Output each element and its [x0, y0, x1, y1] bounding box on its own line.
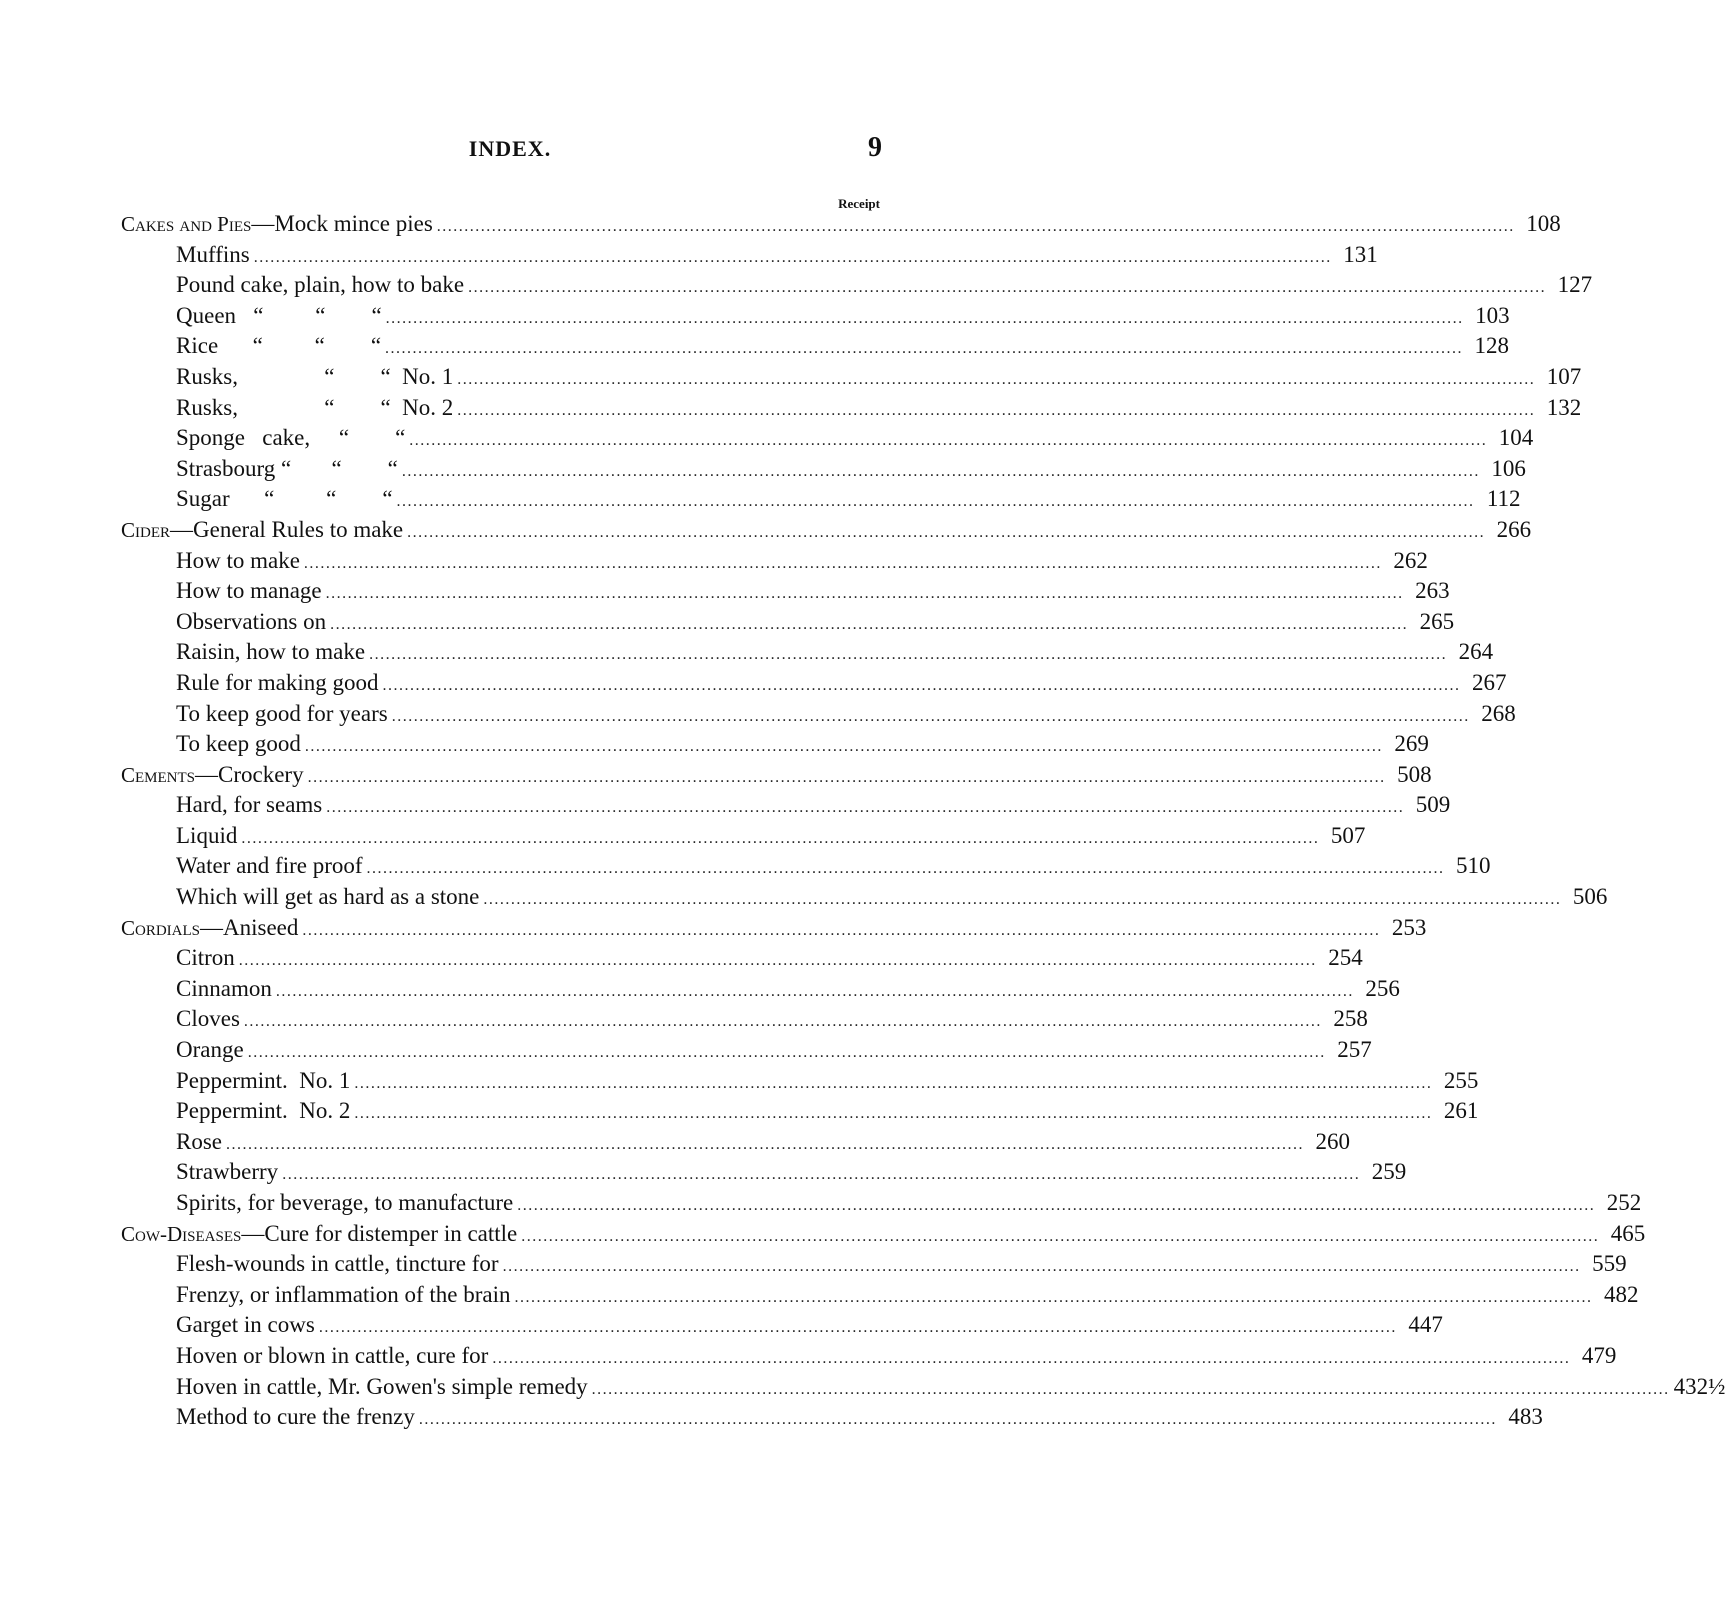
dot-leader: .................................................................................................................................................................................................... [521, 1227, 1600, 1245]
dot-leader: .................................................................................................................................................................................................... [247, 1044, 1326, 1062]
index-entry-row [121, 272, 1593, 303]
category-heading: Cider [121, 517, 171, 542]
entry-text: Pound cake, plain, how to bake [176, 272, 465, 298]
entry-text: Rice “ “ “ [176, 333, 382, 359]
receipt-number: 263 [1415, 578, 1450, 604]
receipt-number: 265 [1419, 608, 1455, 634]
dot-leader: .................................................................................................................................................................................................... [253, 248, 1332, 266]
receipt-number: 465 [1610, 1220, 1646, 1246]
dot-leader: .................................................................................................................................................................................................... [275, 982, 1354, 1000]
dot-leader: .................................................................................................................................................................................................... [238, 952, 1317, 970]
dot-leader: .................................................................................................................................................................................................... [382, 676, 1461, 694]
dot-leader: .................................................................................................................................................................................................... [591, 1380, 1670, 1398]
dot-leader: .................................................................................................................................................................................................... [418, 1411, 1497, 1429]
index-entry-row [121, 731, 1429, 762]
dot-leader: .................................................................................................................................................................................................... [325, 585, 1404, 603]
entry-text: Cloves [176, 1006, 240, 1032]
entry-text: Hard, for seams [176, 792, 323, 818]
entry-text: Method to cure the frenzy [176, 1404, 415, 1430]
index-list [121, 211, 1725, 1435]
dot-leader: .................................................................................................................................................................................................... [457, 401, 1536, 419]
dot-leader: .................................................................................................................................................................................................... [385, 340, 1464, 358]
dot-leader: .................................................................................................................................................................................................... [369, 646, 1448, 664]
receipt-number: 510 [1456, 853, 1491, 879]
receipt-number: 252 [1606, 1190, 1642, 1215]
receipt-number: 506 [1572, 884, 1608, 910]
category-heading: Cow-Diseases [121, 1221, 242, 1246]
receipt-number: 256 [1365, 975, 1400, 1001]
receipt-number: 267 [1472, 669, 1507, 695]
entry-text: General Rules to make [193, 516, 404, 542]
running-title: INDEX. [468, 136, 552, 161]
index-entry-row [121, 1312, 1443, 1343]
dot-leader: .................................................................................................................................................................................................... [468, 279, 1547, 297]
category-separator: — [251, 211, 275, 236]
dot-leader: .................................................................................................................................................................................................... [330, 615, 1409, 633]
dot-leader: .................................................................................................................................................................................................... [354, 1074, 1433, 1092]
receipt-number: 128 [1474, 333, 1510, 359]
receipt-number: 266 [1496, 516, 1532, 542]
entry-text: To keep good for years [176, 700, 388, 726]
entry-text: Crockery [218, 761, 304, 787]
receipt-number: 261 [1443, 1098, 1479, 1124]
index-entry-row [121, 455, 1526, 487]
dot-leader: .................................................................................................................................................................................................... [354, 1105, 1433, 1123]
index-entry-row [121, 363, 1582, 395]
entry-text: How to make [176, 547, 300, 573]
dot-leader: .................................................................................................................................................................................................... [457, 370, 1536, 388]
dot-leader: .................................................................................................................................................................................................... [502, 1258, 1581, 1276]
index-entry-row [121, 1190, 1642, 1221]
receipt-number: 479 [1581, 1342, 1617, 1368]
entry-text: Flesh-wounds in cattle, tincture for [176, 1251, 499, 1277]
index-entry-row [121, 1373, 1725, 1405]
index-entry-row [121, 853, 1491, 884]
receipt-number: 108 [1526, 211, 1561, 236]
category-separator: — [195, 761, 219, 787]
receipt-number: 107 [1546, 363, 1582, 389]
receipt-number: 253 [1391, 914, 1427, 940]
entry-text: Strawberry [176, 1159, 279, 1185]
entry-text: Frenzy, or inflammation of the brain [176, 1281, 511, 1307]
receipt-number: 432½ [1673, 1373, 1725, 1399]
entry-text: Peppermint. No. 1 [176, 1067, 351, 1093]
dot-leader: .................................................................................................................................................................................................... [366, 860, 1445, 878]
dot-leader: .................................................................................................................................................................................................... [407, 523, 1486, 541]
dot-leader: .................................................................................................................................................................................................... [385, 309, 1464, 327]
index-entry-row [121, 578, 1450, 609]
dot-leader: .................................................................................................................................................................................................... [282, 1166, 1361, 1184]
receipt-number: 447 [1408, 1312, 1443, 1338]
dot-leader: .................................................................................................................................................................................................... [436, 218, 1515, 235]
receipt-column-label: Receipt [838, 196, 880, 211]
category-separator: — [241, 1220, 265, 1246]
receipt-number: 132 [1546, 394, 1582, 420]
index-entry-row [121, 547, 1428, 579]
receipt-number: 509 [1415, 792, 1451, 818]
entry-text: Rose [176, 1128, 222, 1154]
dot-leader: .................................................................................................................................................................................................... [401, 462, 1480, 480]
dot-leader: .................................................................................................................................................................................................... [409, 432, 1488, 450]
page-number: 9 [868, 132, 882, 163]
index-entry-row [121, 822, 1366, 854]
category-heading: Cakes and Pies [121, 212, 252, 236]
entry-text: Spirits, for beverage, to manufacture [176, 1190, 514, 1215]
index-entry-row [121, 945, 1363, 976]
index-category-row [121, 914, 1427, 946]
entry-text: Rusks, “ “ No. 2 [176, 394, 454, 420]
receipt-number: 482 [1603, 1281, 1639, 1307]
index-category-row [121, 516, 1532, 548]
index-category-row [121, 761, 1432, 793]
category-heading: Cordials [121, 915, 201, 940]
receipt-number: 104 [1498, 425, 1534, 451]
dot-leader: .................................................................................................................................................................................................... [391, 707, 1470, 725]
receipt-number: 112 [1486, 486, 1521, 512]
index-entry-row [121, 425, 1534, 456]
receipt-number: 262 [1393, 547, 1428, 573]
dot-leader: .................................................................................................................................................................................................... [303, 554, 1382, 572]
entry-text: Hoven or blown in cattle, cure for [176, 1342, 489, 1368]
receipt-number: 507 [1330, 822, 1366, 848]
index-entry-row [121, 975, 1400, 1007]
index-entry-row [121, 1251, 1627, 1282]
receipt-number: 483 [1508, 1404, 1543, 1430]
dot-leader: .................................................................................................................................................................................................... [243, 1013, 1322, 1031]
dot-leader: .................................................................................................................................................................................................... [492, 1349, 1571, 1367]
dot-leader: .................................................................................................................................................................................................... [307, 768, 1386, 786]
index-entry-row [121, 669, 1507, 701]
index-entry-row [121, 1159, 1407, 1190]
entry-text: Sponge cake, “ “ [176, 425, 406, 451]
dot-leader: .................................................................................................................................................................................................... [318, 1319, 1397, 1337]
receipt-number: 268 [1481, 700, 1516, 726]
index-entry-row [121, 1037, 1372, 1068]
dot-leader: .................................................................................................................................................................................................... [304, 738, 1383, 756]
index-category-row [121, 211, 1561, 242]
entry-text: Which will get as hard as a stone [176, 884, 480, 910]
entry-text: Muffins [176, 241, 250, 267]
index-category-row [121, 1220, 1646, 1252]
entry-text: Water and fire proof [176, 853, 363, 879]
entry-text: Cinnamon [176, 975, 272, 1001]
index-entry-row [121, 1404, 1543, 1435]
entry-text: Rule for making good [176, 669, 379, 695]
receipt-number: 269 [1394, 731, 1429, 757]
category-separator: — [170, 516, 194, 542]
index-entry-row [121, 486, 1521, 517]
index-entry-row [121, 394, 1582, 426]
index-entry-row [121, 1128, 1350, 1160]
dot-leader: .................................................................................................................................................................................................... [241, 829, 1320, 847]
index-entry-row [121, 700, 1516, 732]
dot-leader: .................................................................................................................................................................................................... [483, 891, 1562, 909]
index-entry-row [121, 1067, 1479, 1099]
entry-text: Sugar “ “ “ [176, 486, 393, 512]
dot-leader: .................................................................................................................................................................................................... [396, 493, 1475, 511]
receipt-number: 127 [1557, 272, 1593, 298]
entry-text: Liquid [176, 822, 238, 848]
entry-text: Raisin, how to make [176, 639, 366, 665]
index-entry-row [121, 1342, 1617, 1374]
receipt-number: 559 [1592, 1251, 1627, 1277]
entry-text: Citron [176, 945, 235, 971]
dot-leader: .................................................................................................................................................................................................... [326, 799, 1405, 817]
index-entry-row [121, 792, 1451, 823]
entry-text: Peppermint. No. 2 [176, 1098, 351, 1124]
receipt-number: 258 [1333, 1006, 1368, 1032]
entry-text: Orange [176, 1037, 244, 1063]
category-separator: — [200, 914, 224, 940]
index-entry-row [121, 241, 1378, 273]
entry-text: Strasbourg “ “ “ [176, 455, 398, 481]
receipt-number: 259 [1371, 1159, 1407, 1185]
dot-leader: .................................................................................................................................................................................................... [226, 1135, 1304, 1153]
dot-leader: .................................................................................................................................................................................................... [517, 1197, 1596, 1214]
receipt-number: 264 [1458, 639, 1494, 665]
index-entry-row [121, 1098, 1479, 1129]
entry-text: Cure for distemper in cattle [264, 1220, 518, 1246]
receipt-number: 106 [1491, 455, 1526, 481]
entry-text: Queen “ “ “ [176, 302, 382, 328]
entry-text: Rusks, “ “ No. 1 [176, 363, 454, 389]
index-entry-row [121, 608, 1455, 640]
entry-text: To keep good [176, 731, 301, 757]
receipt-number: 257 [1337, 1037, 1372, 1063]
entry-text: Garget in cows [176, 1312, 315, 1338]
index-entry-row [121, 1006, 1368, 1037]
entry-text: Aniseed [223, 914, 299, 940]
index-entry-row [121, 302, 1510, 334]
receipt-number: 508 [1397, 761, 1432, 787]
entry-text: Mock mince pies [274, 211, 433, 236]
index-entry-row [121, 639, 1494, 670]
index-entry-row [121, 1281, 1639, 1313]
entry-text: How to manage [176, 578, 322, 604]
receipt-number: 260 [1315, 1128, 1350, 1154]
receipt-number: 254 [1328, 945, 1363, 971]
category-heading: Cements [121, 762, 196, 787]
receipt-number: 103 [1475, 302, 1510, 328]
index-entry-row [121, 333, 1510, 364]
receipt-number: 131 [1343, 241, 1378, 267]
index-entry-row [121, 884, 1608, 915]
entry-text: Hoven in cattle, Mr. Gowen's simple remedy [176, 1373, 588, 1399]
receipt-number: 255 [1443, 1067, 1479, 1093]
entry-text: Observations on [176, 608, 327, 634]
dot-leader: .................................................................................................................................................................................................... [514, 1288, 1593, 1306]
dot-leader: .................................................................................................................................................................................................... [302, 921, 1381, 939]
